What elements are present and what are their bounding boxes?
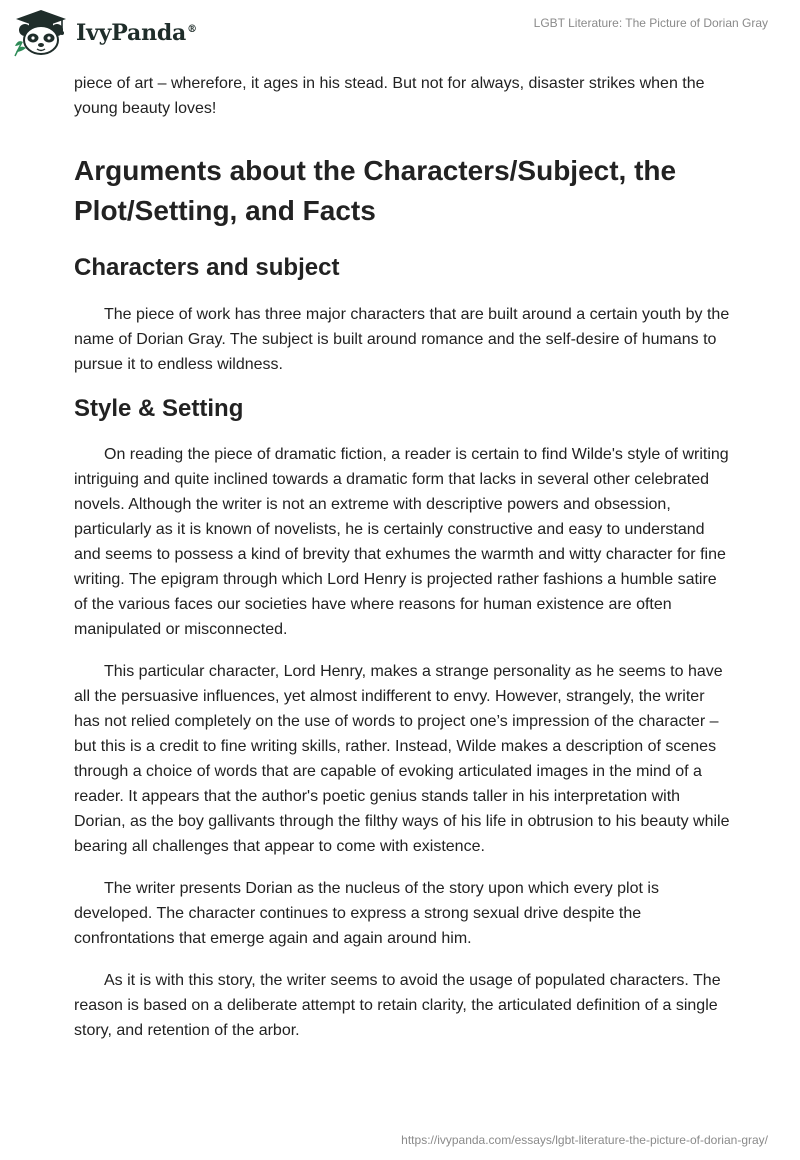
registered-mark: ® [187,23,197,35]
paragraph-style-2: This particular character, Lord Henry, makes a strange personality as he seems to have all the persuasive influences, yet almost indifferent to envy. However, strangely, the writer has not relied completely on the use of words to project one’s impression of the character – but this is a credit to fine writing skills, rather. Instead, Wilde makes a description of scenes through a choice of words that are capable of evoking articulated images in the mind of a reader. It appears that the author's poetic genius stands taller in his interpretation with Dorian, as the boy gallivants through the filthy ways of his life in obtrusion to his beauty while bearing all challenges that appear to come with existence. [74,663,730,855]
intro-paragraph: piece of art – wherefore, it ages in his stead. But not for always, disaster strikes when the young beauty loves! [74,75,705,117]
section-heading-main: Arguments about the Characters/Subject, the Plot/Setting, and Facts [74,155,677,226]
document-title: LGBT Literature: The Picture of Dorian Gray [533,16,768,30]
source-url-link[interactable]: https://ivypanda.com/essays/lgbt-literature-the-picture-of-dorian-gray/ [401,1133,768,1147]
subheading-style-setting: Style & Setting [74,395,244,422]
essay-content [74,71,734,1043]
panda-graduation-icon [12,8,70,58]
page-header [0,0,800,70]
subheading-characters: Characters and subject [74,254,340,281]
paragraph-style-3: The writer presents Dorian as the nucleus of the story upon which every plot is developed. The character continues to express a strong sexual drive despite the confrontations that emerge again and again around him. [74,880,659,947]
paragraph-style-4: As it is with this story, the writer seems to avoid the usage of populated characters. The reason is based on a deliberate attempt to retain clarity, the articulated definition of a single story, and retention of the arbor. [74,972,721,1039]
paragraph-style-1: On reading the piece of dramatic fiction, a reader is certain to find Wilde's style of writing intriguing and quite inclined towards a dramatic form that lacks in several other celebrated novels. Although the writer is not an extreme with descriptive powers and obsession, particularly as it is known of novelists, he is certainly constructive and easy to understand and seems to possess a kind of brevity that exhumes the warmth and witty character for fine writing. The epigram through which Lord Henry is projected rather fashions a humble satire of the various faces our societies have where reasons for human existence are often manipulated or misconnected. [74,446,729,638]
brand-name: IvyPanda® [76,20,197,46]
brand-logo[interactable] [12,8,197,58]
paragraph-characters: The piece of work has three major characters that are built around a certain youth by the name of Dorian Gray. The subject is built around romance and the self-desire of humans to pursue it to endless wildness. [74,306,730,373]
